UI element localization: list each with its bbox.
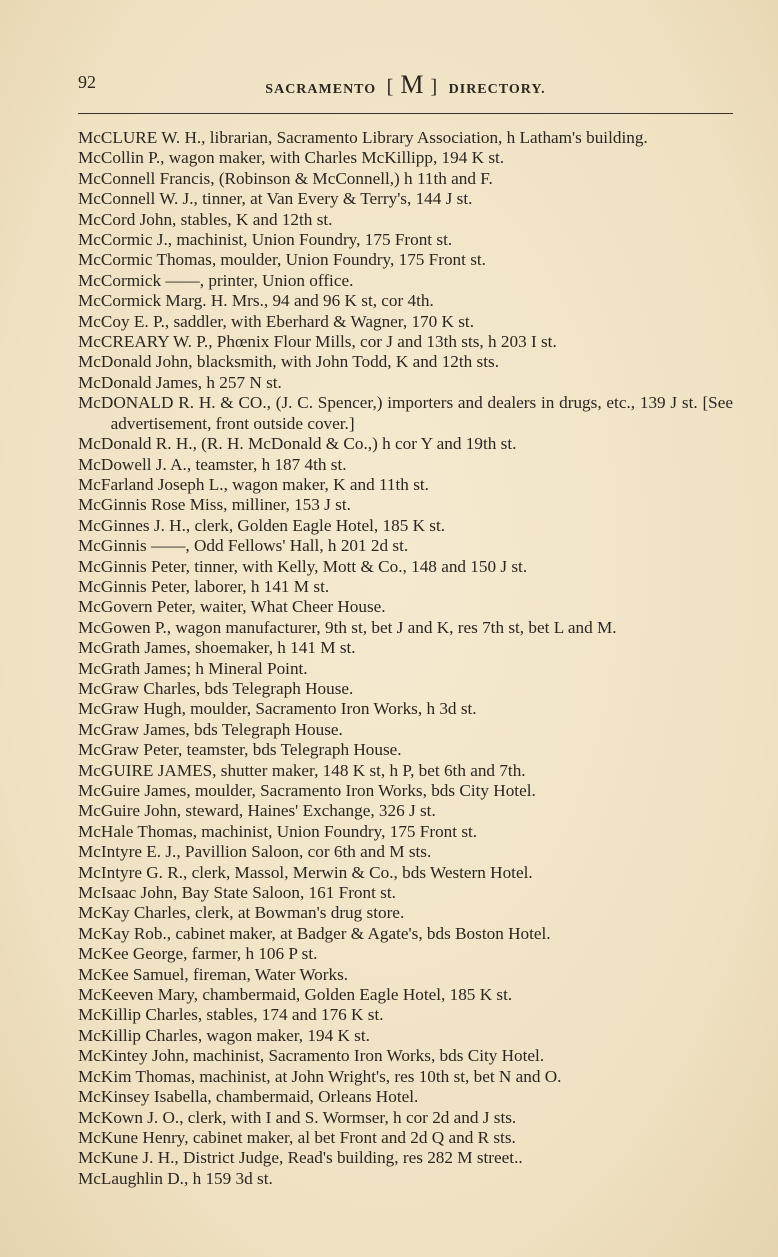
directory-entry: McKune J. H., District Judge, Read's building, res 282 M street.. [78,1148,523,1168]
directory-entry: McDowell J. A., teamster, h 187 4th st. [78,454,347,474]
directory-entry: McLaughlin D., h 159 3d st. [78,1168,273,1188]
directory-entry: McCLURE W. H., librarian, Sacramento Library Association, h Latham's building. [78,128,648,147]
page-header [78,70,733,98]
section-letter: M [400,70,425,99]
directory-entry: McConnell Francis, (Robinson & McConnell,) h 11th and F. [78,168,493,188]
directory-entry: McCoy E. P., saddler, with Eberhard & Wagner, 170 K st. [78,311,474,331]
directory-entry: McCREARY W. P., Phœnix Flour Mills, cor J and 13th sts, h 203 I st. [78,332,557,352]
directory-entry: McGinnis ——, Odd Fellows' Hall, h 201 2d st. [78,536,409,556]
directory-entry: McCormick ——, printer, Union office. [78,270,354,290]
directory-entry: McKeeven Mary, chambermaid, Golden Eagle Hotel, 185 K st. [78,985,513,1005]
directory-entry: McGrath James; h Mineral Point. [78,658,308,678]
directory-entry: McCord John, stables, K and 12th st. [78,209,333,229]
directory-entries [78,128,733,1189]
directory-entry: McKay Charles, clerk, at Bowman's drug store. [78,903,405,923]
directory-entry: McCollin P., wagon maker, with Charles McKillipp, 194 K st. [78,148,505,168]
directory-entry: McHale Thomas, machinist, Union Foundry, 175 Front st. [78,821,478,841]
running-head-right: DIRECTORY. [448,82,546,97]
directory-entry: McGinnes J. H., clerk, Golden Eagle Hotel, 185 K st. [78,515,446,535]
directory-entry: McCormic J., machinist, Union Foundry, 175 Front st. [78,230,453,250]
directory-entry: McDonald R. H., (R. H. McDonald & Co.,) h cor Y and 19th st. [78,434,517,454]
directory-entry: McGraw Peter, teamster, bds Telegraph House. [78,740,402,760]
directory-entry: McDonald John, blacksmith, with John Todd, K and 12th sts. [78,352,499,372]
directory-entry: McGrath James, shoemaker, h 141 M st. [78,638,356,658]
directory-entry: McGowen P., wagon manufacturer, 9th st, bet J and K, res 7th st, bet L and M. [78,617,617,637]
directory-entry: McGinnis Rose Miss, milliner, 153 J st. [78,495,351,515]
directory-entry: McGuire James, moulder, Sacramento Iron Works, bds City Hotel. [78,781,536,800]
directory-entry: McGinnis Peter, tinner, with Kelly, Mott & Co., 148 and 150 J st. [78,556,528,576]
directory-entry: McGraw Charles, bds Telegraph House. [78,678,354,698]
directory-entry: McKay Rob., cabinet maker, at Badger & Agate's, bds Boston Hotel. [78,923,551,943]
page-number: 92 [78,72,96,92]
directory-entry: McGinnis Peter, laborer, h 141 M st. [78,576,330,596]
directory-entry: McIsaac John, Bay State Saloon, 161 Front st. [78,883,396,903]
directory-entry: McKown J. O., clerk, with I and S. Wormser, h cor 2d and J sts. [78,1107,517,1127]
directory-entry: McKim Thomas, machinist, at John Wright's, res 10th st, bet N and O. [78,1066,562,1086]
directory-entry: McKintey John, machinist, Sacramento Iron Works, bds City Hotel. [78,1046,545,1066]
directory-entry: McKinsey Isabella, chambermaid, Orleans Hotel. [78,1087,419,1107]
header-rule [78,113,733,114]
directory-entry: McCormick Marg. H. Mrs., 94 and 96 K st, cor 4th. [78,291,434,311]
directory-entry: McKee Samuel, fireman, Water Works. [78,964,349,984]
directory-entry: McGUIRE JAMES, shutter maker, 148 K st, h P, bet 6th and 7th. [78,760,526,780]
directory-entry: McIntyre G. R., clerk, Massol, Merwin & Co., bds Western Hotel. [78,862,533,882]
directory-entry: McDONALD R. H. & CO., (J. C. Spencer,) importers and dealers in drugs, etc., 139 J st. [See advertisement, front outside cover.] [78,393,733,433]
bracket-open: [ [386,76,395,98]
directory-entry: McKune Henry, cabinet maker, al bet Front and 2d Q and R sts. [78,1127,516,1147]
directory-entry: McKee George, farmer, h 106 P st. [78,944,318,964]
bracket-close: ] [430,76,439,98]
directory-entry: McGraw Hugh, moulder, Sacramento Iron Works, h 3d st. [78,699,477,719]
directory-entry: McKillip Charles, stables, 174 and 176 K st. [78,1005,384,1025]
directory-entry: McGraw James, bds Telegraph House. [78,719,343,739]
directory-entry: McGuire John, steward, Haines' Exchange, 326 J st. [78,801,436,821]
directory-entry: McGovern Peter, waiter, What Cheer House. [78,597,386,617]
directory-entry: McIntyre E. J., Pavillion Saloon, cor 6th and M sts. [78,842,432,862]
directory-entry: McKillip Charles, wagon maker, 194 K st. [78,1025,370,1045]
running-head [78,70,733,100]
directory-entry: McFarland Joseph L., wagon maker, K and 11th st. [78,474,429,494]
directory-entry: McDonald James, h 257 N st. [78,372,282,392]
directory-entry: McConnell W. J., tinner, at Van Every & Terry's, 144 J st. [78,189,473,209]
running-head-left: SACRAMENTO [265,82,377,97]
directory-entry: McCormic Thomas, moulder, Union Foundry, 175 Front st. [78,250,486,270]
